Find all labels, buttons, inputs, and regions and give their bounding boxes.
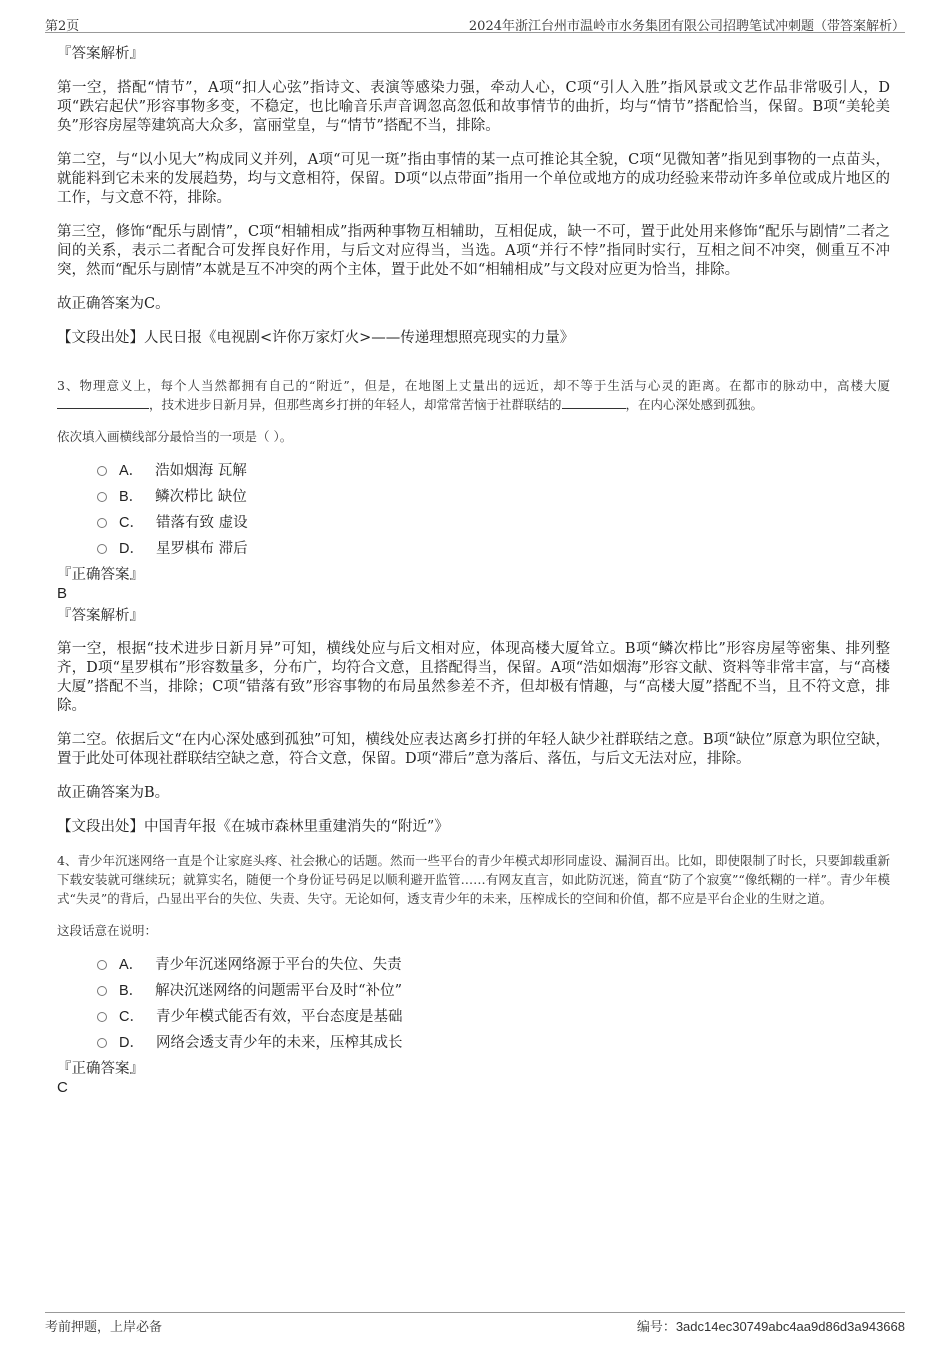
radio-icon[interactable] <box>97 492 107 502</box>
radio-icon[interactable] <box>97 1012 107 1022</box>
analysis-paragraph: 第一空，搭配“情节”，A项“扣人心弦”指诗文、表演等感染力强，牵动人心，C项“引人入胜”指风景或文艺作品非常吸引人，D项“跌宕起伏”形容事物多变，不稳定，也比喻音乐声音调忽高忽低和故事情节的曲折，均与“情节”搭配恰当，保留。B项“美轮美奂”形容房屋等建筑高大众多，富丽堂皇，与“情节”搭配不当，排除。 <box>57 80 890 134</box>
fill-blank <box>562 396 626 409</box>
analysis-label: 『答案解析』 <box>57 46 144 62</box>
radio-icon[interactable] <box>97 518 107 528</box>
radio-icon[interactable] <box>97 960 107 970</box>
option-a[interactable]: A． 浩如烟海 瓦解 <box>97 458 890 484</box>
analysis-label: 『答案解析』 <box>57 608 144 624</box>
question-4-stem: 4、青少年沉迷网络一直是个让家庭头疼、社会揪心的话题。然而一些平台的青少年模式却形同虚设、漏洞百出。比如，即使限制了时长，只要卸载重新下载安装就可继续玩；就算实名，随便一个身份证号码足以顺利避开监管……有网友直言，如此防沉迷，简直“防了个寂寞”“像纸糊的一样”。青少年模式“失灵”的背后，凸显出平台的失位、失责、失守。无论如何，透支青少年的未来，压榨成长的空间和价值，都不应是平台企业的生财之道。 <box>57 853 890 906</box>
analysis-paragraph: 第二空。依据后文“在内心深处感到孤独”可知，横线处应表达离乡打拼的年轻人缺少社群联结之意。B项“缺位”原意为职位空缺，置于此处可体现社群联结空缺之意，符合文意，保留。D项“滞后”意为落后、落伍，与后文无法对应，排除。 <box>57 732 890 767</box>
fill-blank <box>57 396 149 409</box>
correct-answer: B <box>57 585 68 602</box>
question-4-options <box>97 952 890 1056</box>
radio-icon[interactable] <box>97 1038 107 1048</box>
footer-slogan: 考前押题，上岸必备 <box>45 1320 163 1335</box>
question-3-options <box>97 458 890 562</box>
option-b[interactable]: B． 解决沉迷网络的问题需平台及时“补位” <box>97 978 890 1004</box>
radio-icon[interactable] <box>97 544 107 554</box>
page-number: 第2页 <box>45 19 80 34</box>
document-code: 编号：3adc14ec30749abc4aa9d86d3a943668 <box>636 1319 905 1335</box>
analysis-paragraph: 第三空，修饰“配乐与剧情”，C项“相辅相成”指两种事物互相辅助，互相促成，缺一不可，置于此处用来修饰“配乐与剧情”二者之间的关系，表示二者配合可发挥良好作用，与后文对应得当，当选。A项“并行不悖”指同时实行，互相之间不冲突，侧重互不冲突，然而“配乐与剧情”本就是互不冲突的两个主体，置于此处不如“相辅相成”与文段对应更为恰当，排除。 <box>57 224 890 278</box>
option-b[interactable]: B． 鳞次栉比 缺位 <box>97 484 890 510</box>
option-c[interactable]: C． 错落有致 虚设 <box>97 510 890 536</box>
question-3-prompt: 依次填入画横线部分最恰当的一项是（ ）。 <box>57 429 293 444</box>
conclusion: 故正确答案为C。 <box>57 296 170 312</box>
source-citation: 【文段出处】人民日报《电视剧<许你万家灯火>——传递理想照亮现实的力量》 <box>57 330 575 346</box>
option-d[interactable]: D． 星罗棋布 滞后 <box>97 536 890 562</box>
document-title: 2024年浙江台州市温岭市水务集团有限公司招聘笔试冲刺题（带答案解析） <box>468 19 905 34</box>
page-header <box>45 12 905 33</box>
correct-answer: C <box>57 1079 68 1096</box>
option-a[interactable]: A． 青少年沉迷网络源于平台的失位、失责 <box>97 952 890 978</box>
page-footer <box>45 1312 905 1333</box>
answer-label: 『正确答案』 <box>57 567 144 583</box>
question-4-prompt: 这段话意在说明： <box>57 923 158 938</box>
option-d[interactable]: D． 网络会透支青少年的未来，压榨其成长 <box>97 1030 890 1056</box>
analysis-paragraph: 第一空，根据“技术进步日新月异”可知，横线处应与后文相对应，体现高楼大厦耸立。B项“鳞次栉比”形容房屋等密集、排列整齐，D项“星罗棋布”形容数量多，分布广，均符合文意，且搭配得当，保留。A项“浩如烟海”形容文献、资料等非常丰富，与“高楼大厦”搭配不当，排除；C项“错落有致”形容事物的布局虽然参差不齐，但却极有情趣，与“高楼大厦”搭配不当，且不符文意，排除。 <box>57 641 890 714</box>
source-citation: 【文段出处】中国青年报《在城市森林里重建消失的“附近”》 <box>57 819 449 835</box>
answer-label: 『正确答案』 <box>57 1061 144 1077</box>
question-3-stem: 3、物理意义上，每个人当然都拥有自己的“附近”，但是，在地图上丈量出的远近，却不等于生活与心灵的距离。在都市的脉动中，高楼大厦，技术进步日新月异，但那些离乡打拼的年轻人，却常常苦恼于社群联结的 ，在内心深处感到孤独。 <box>57 378 890 412</box>
analysis-paragraph: 第二空，与“以小见大”构成同义并列，A项“可见一斑”指由事情的某一点可推论其全貌，C项“见微知著”指见到事物的一点苗头，就能料到它未来的发展趋势，均与文意相符，保留。D项“以点带面”指用一个单位或地方的成功经验来带动许多单位或成片地区的工作，与文意不符，排除。 <box>57 152 890 206</box>
main-content <box>57 45 890 1097</box>
radio-icon[interactable] <box>97 986 107 996</box>
conclusion: 故正确答案为B。 <box>57 785 170 801</box>
radio-icon[interactable] <box>97 466 107 476</box>
option-c[interactable]: C． 青少年模式能否有效，平台态度是基础 <box>97 1004 890 1030</box>
